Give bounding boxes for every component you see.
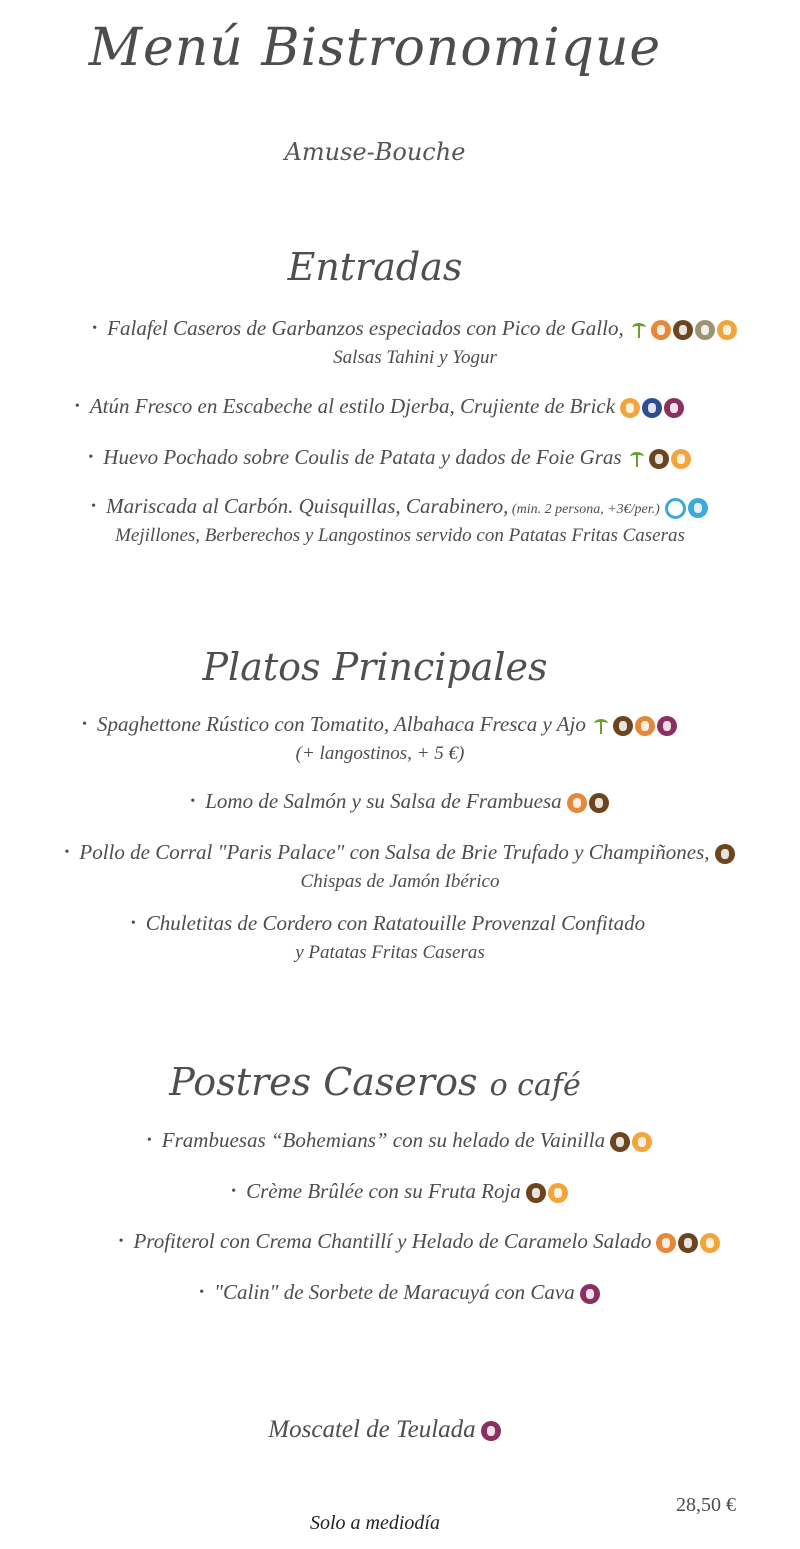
- yellow-icon: [548, 1183, 568, 1203]
- menu-item: [0, 493, 800, 549]
- brown-icon: [715, 844, 735, 864]
- allergen-icons: [714, 841, 736, 867]
- menu-item-description: (+ langostinos, + 5 €): [295, 743, 465, 764]
- bullet: •: [64, 845, 70, 860]
- bullet: •: [74, 399, 80, 414]
- allergen-icons: [525, 1180, 569, 1206]
- navy-icon: [642, 398, 662, 418]
- menu-item-name: Frambuesas “Bohemians” con su helado de Vainilla: [161, 1128, 606, 1152]
- wine-icons: [480, 1417, 502, 1445]
- menu-item: [0, 1178, 800, 1208]
- brown-icon: [526, 1183, 546, 1203]
- menu-item-name: Falafel Caseros de Garbanzos especiados con Pico de Gallo,: [107, 316, 624, 340]
- allergen-icons: [626, 446, 692, 472]
- yellow-icon: [717, 320, 737, 340]
- menu-title: Menú Bistronomique: [88, 18, 662, 78]
- cyan-icon: [688, 498, 708, 518]
- section-title-principales: Platos Principales: [202, 645, 548, 689]
- purple-icon: [664, 398, 684, 418]
- postres-suffix: o café: [489, 1068, 581, 1103]
- purple-icon: [580, 1284, 600, 1304]
- bullet: •: [190, 794, 196, 809]
- allergen-icons: [628, 317, 738, 343]
- bullet: •: [118, 1234, 124, 1249]
- menu-item-name: Atún Fresco en Escabeche al estilo Djerba, Crujiente de Brick: [89, 394, 616, 418]
- bullet: •: [88, 450, 94, 465]
- allergen-icons: [590, 713, 678, 739]
- brown-icon: [589, 793, 609, 813]
- purple-icon: [481, 1421, 501, 1441]
- menu-item: [0, 1127, 800, 1157]
- wine-label: Moscatel de Teulada: [268, 1416, 476, 1443]
- section-title-postres: [0, 1060, 750, 1104]
- brown-icon: [649, 449, 669, 469]
- allergen-icons: [664, 495, 709, 521]
- menu-item-name: Crème Brûlée con su Fruta Roja: [246, 1179, 521, 1203]
- yellow-icon: [671, 449, 691, 469]
- menu-item-name: Pollo de Corral "Paris Palace" con Salsa de Brie Trufado y Champiñones,: [79, 840, 710, 864]
- allergen-icons: [655, 1230, 721, 1256]
- menu-item: [20, 1228, 800, 1258]
- wine-line: [0, 1416, 770, 1445]
- allergen-icons: [609, 1129, 653, 1155]
- menu-item: [0, 711, 780, 767]
- yellow-icon: [620, 398, 640, 418]
- brown-icon: [610, 1132, 630, 1152]
- menu-item-description: Mejillones, Berberechos y Langostinos servido con Patatas Fritas Caseras: [115, 525, 685, 546]
- menu-item-name: Chuletitas de Cordero con Ratatouille Provenzal Confitado: [145, 911, 646, 935]
- menu-item: [0, 393, 780, 423]
- postres-title: Postres Caseros: [169, 1060, 478, 1104]
- section-title-entradas: Entradas: [287, 245, 463, 289]
- sprout-icon: [629, 320, 649, 340]
- brown-icon: [673, 320, 693, 340]
- brown-icon: [613, 716, 633, 736]
- menu-item-description: y Patatas Fritas Caseras: [295, 942, 485, 963]
- menu-item: [15, 315, 800, 371]
- menu-item-name: Mariscada al Carbón. Quisquillas, Carabinero,: [106, 494, 509, 518]
- menu-item: [0, 1279, 800, 1309]
- menu-price: 28,50 €: [676, 1494, 736, 1516]
- bullet: •: [146, 1133, 152, 1148]
- menu-item-description: Chispas de Jamón Ibérico: [300, 871, 500, 892]
- menu-item-name: Lomo de Salmón y su Salsa de Frambuesa: [205, 789, 562, 813]
- bullet: •: [130, 916, 136, 931]
- footer-note: Solo a mediodía: [310, 1512, 440, 1534]
- menu-item: [0, 839, 800, 895]
- bullet: •: [91, 499, 97, 514]
- menu-item-name: Huevo Pochado sobre Coulis de Patata y dados de Foie Gras: [103, 445, 622, 469]
- menu-item-name: Profiterol con Crema Chantillí y Helado de Caramelo Salado: [133, 1229, 652, 1253]
- amuse-bouche: Amuse-Bouche: [284, 138, 466, 166]
- yellow-icon: [632, 1132, 652, 1152]
- menu-item-description: Salsas Tahini y Yogur: [333, 347, 497, 368]
- menu-item-name: "Calin" de Sorbete de Maracuyá con Cava: [214, 1280, 575, 1304]
- olive-icon: [695, 320, 715, 340]
- menu-item-note: (min. 2 persona, +3€/per.): [508, 502, 660, 517]
- menu-item: [0, 444, 790, 474]
- bullet: •: [92, 321, 98, 336]
- sprout-icon: [627, 449, 647, 469]
- yellow-icon: [700, 1233, 720, 1253]
- allergen-icons: [619, 395, 685, 421]
- purple-icon: [657, 716, 677, 736]
- bullet: •: [231, 1184, 237, 1199]
- allergen-icons: [566, 790, 610, 816]
- orange-icon: [656, 1233, 676, 1253]
- menu-item: [0, 788, 800, 818]
- orange-icon: [635, 716, 655, 736]
- bullet: •: [82, 717, 88, 732]
- menu-item-name: Spaghettone Rústico con Tomatito, Albahaca Fresca y Ajo: [97, 712, 586, 736]
- orange-icon: [567, 793, 587, 813]
- allergen-icons: [579, 1281, 601, 1307]
- cyanring-icon: [665, 498, 686, 519]
- menu-item: [0, 910, 790, 966]
- orange-icon: [651, 320, 671, 340]
- sprout-icon: [591, 716, 611, 736]
- brown-icon: [678, 1233, 698, 1253]
- bullet: •: [199, 1285, 205, 1300]
